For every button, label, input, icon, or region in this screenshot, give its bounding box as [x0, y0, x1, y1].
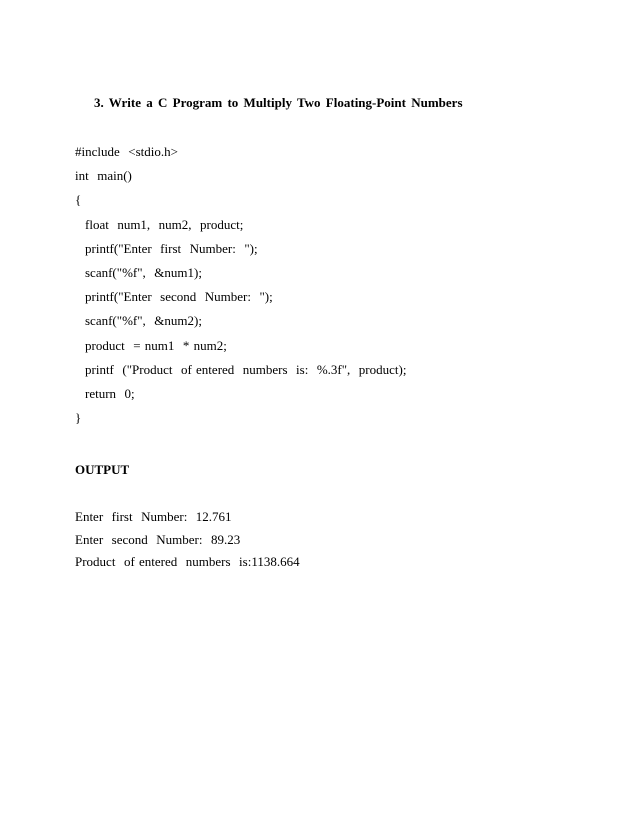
code-listing: [75, 145, 406, 435]
output-line: Enter first Number: 12.761: [75, 509, 232, 524]
output-line: Product of entered numbers is:1138.664: [75, 554, 300, 569]
code-line: int main(): [75, 168, 132, 184]
code-line: return 0;: [85, 385, 135, 401]
code-line: scanf("%f", &num1);: [85, 264, 202, 280]
code-line: product = num1 * num2;: [85, 337, 227, 353]
program-heading: 3. Write a C Program to Multiply Two Floating-Point Numbers: [94, 95, 463, 110]
code-line: #include <stdio.h>: [75, 144, 178, 159]
code-line: printf("Enter second Number: ");: [85, 289, 273, 305]
code-line: float num1, num2, product;: [85, 216, 244, 232]
code-line: printf ("Product of entered numbers is: %.3f", product);: [85, 361, 407, 377]
code-line: printf("Enter first Number: ");: [85, 240, 258, 256]
output-listing: [75, 510, 300, 578]
code-line: scanf("%f", &num2);: [85, 313, 202, 329]
output-line: Enter second Number: 89.23: [75, 531, 241, 547]
output-heading: OUTPUT: [75, 462, 130, 477]
code-line: {: [75, 192, 82, 208]
code-line: }: [75, 410, 82, 426]
